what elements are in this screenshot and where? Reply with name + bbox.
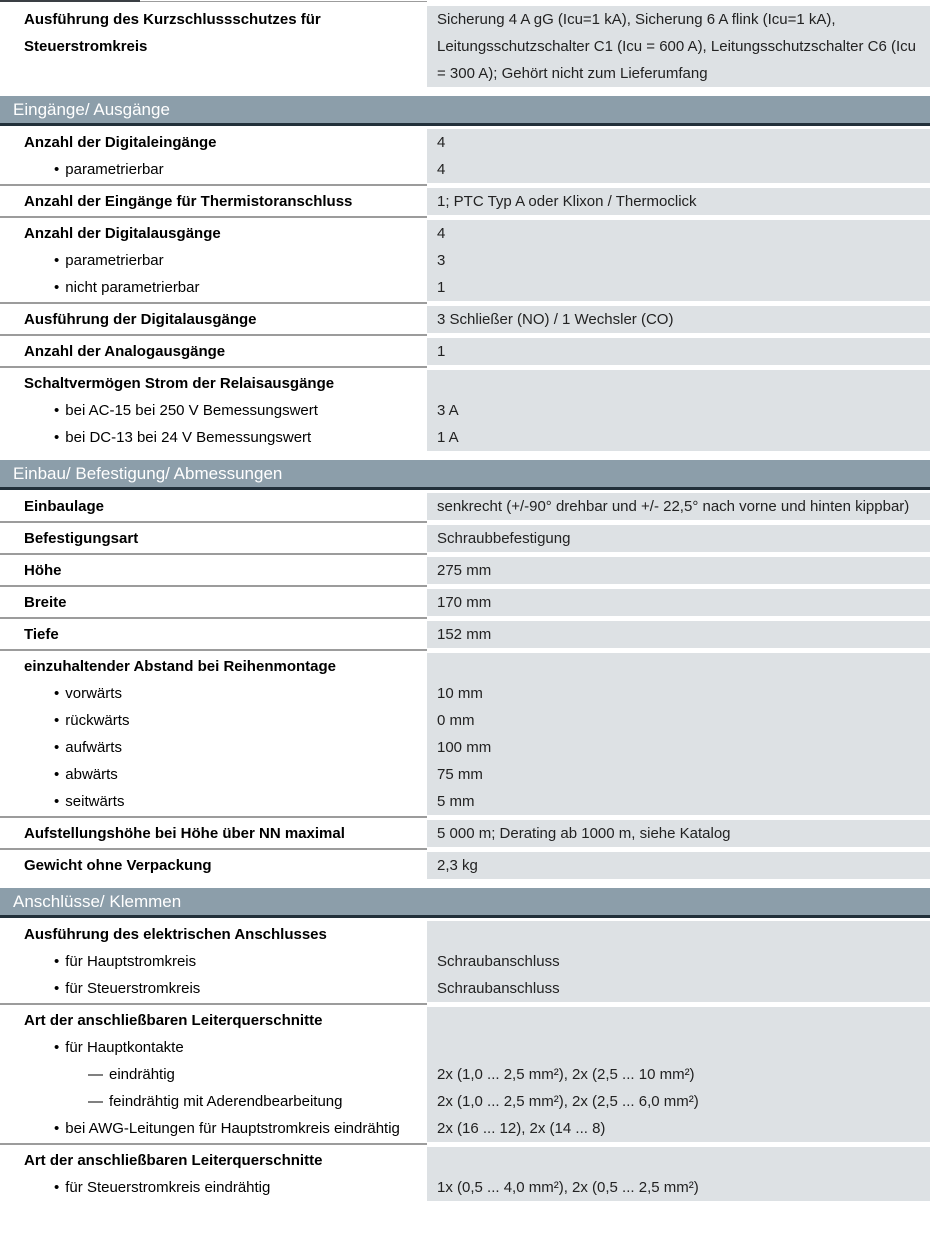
row-value: 1x (0,5 ... 4,0 mm²), 2x (0,5 ... 2,5 mm²) [427, 1174, 930, 1201]
row-value: 2,3 kg [427, 852, 930, 879]
dash-icon: — [88, 1066, 103, 1083]
section-title: Eingänge/ Ausgänge [13, 100, 170, 119]
row-label-text: Art der anschließbaren Leiterquerschnitte [24, 1152, 323, 1169]
bullet-icon: • [54, 1039, 60, 1056]
row-label [0, 761, 427, 788]
row-value [427, 370, 930, 397]
bullet-icon: • [54, 1120, 60, 1137]
table-row [0, 1115, 937, 1142]
spec-group [0, 852, 937, 879]
row-separator [0, 617, 427, 619]
bullet-icon: • [54, 1179, 60, 1196]
spec-group-list [0, 129, 937, 451]
row-label [0, 1061, 427, 1088]
section-header-underline [0, 123, 930, 126]
bullet-icon: • [54, 712, 60, 729]
table-row [0, 1007, 937, 1034]
row-label-text: Schaltvermögen Strom der Relaisausgänge [24, 375, 335, 392]
row-label-text: abwärts [65, 766, 118, 783]
row-label-text: parametrierbar [65, 252, 164, 269]
spec-group [0, 338, 937, 365]
table-row [0, 680, 937, 707]
spec-group [0, 1007, 937, 1142]
row-label-text: Anzahl der Digitalausgänge [24, 225, 221, 242]
row-label [0, 653, 427, 680]
section-header-underline [0, 915, 930, 918]
row-value: 275 mm [427, 557, 930, 584]
row-separator [0, 1003, 427, 1005]
row-label-text: parametrierbar [65, 161, 164, 178]
table-row [0, 734, 937, 761]
row-label-text: Breite [24, 594, 67, 611]
row-value: 3 A [427, 397, 930, 424]
row-label-text: für Steuerstromkreis eindrähtig [65, 1179, 271, 1196]
row-label-text: Tiefe [24, 626, 59, 643]
intro-table [0, 0, 937, 87]
row-label-text: für Hauptkontakte [65, 1039, 184, 1056]
row-value: senkrecht (+/-90° drehbar und +/- 22,5° nach vorne und hinten kippbar) [427, 493, 930, 520]
row-value [427, 653, 930, 680]
row-separator [0, 334, 427, 336]
row-separator [0, 521, 427, 523]
row-label-text: seitwärts [65, 793, 125, 810]
section-header-underline [0, 487, 930, 490]
row-separator [0, 1143, 427, 1145]
table-row [0, 852, 937, 879]
spec-group [0, 621, 937, 648]
bullet-icon: • [54, 161, 60, 178]
row-label [0, 525, 427, 552]
row-label [0, 493, 427, 520]
row-label [0, 129, 427, 156]
table-row [0, 274, 937, 301]
spec-group [0, 188, 937, 215]
row-label [0, 921, 427, 948]
row-value: 1 A [427, 424, 930, 451]
row-separator [0, 649, 427, 651]
row-separator [0, 816, 427, 818]
row-label-text: bei DC-13 bei 24 V Bemessungswert [65, 429, 312, 446]
row-label [0, 975, 427, 1002]
spec-sections [0, 96, 937, 1201]
spec-group [0, 557, 937, 584]
row-value: 3 Schließer (NO) / 1 Wechsler (CO) [427, 306, 930, 333]
table-row [0, 948, 937, 975]
row-label-text: Art der anschließbaren Leiterquerschnitte [24, 1012, 323, 1029]
row-label-text: feindrähtig mit Aderendbearbeitung [109, 1093, 343, 1110]
table-row [0, 1174, 937, 1201]
table-row [0, 306, 937, 333]
bullet-icon: • [54, 953, 60, 970]
row-separator [0, 585, 427, 587]
top-edge-line-dark [0, 0, 140, 2]
bullet-icon: • [54, 739, 60, 756]
section-header [0, 460, 930, 487]
row-label-text: Aufstellungshöhe bei Höhe über NN maximal [24, 825, 345, 842]
row-value: 10 mm [427, 680, 930, 707]
row-label-text: bei AWG-Leitungen für Hauptstromkreis eindrähtig [65, 1120, 400, 1137]
spec-group-list [0, 921, 937, 1201]
bullet-icon: • [54, 793, 60, 810]
row-separator [0, 366, 427, 368]
row-value: 0 mm [427, 707, 930, 734]
table-row [0, 338, 937, 365]
row-value: 152 mm [427, 621, 930, 648]
row-value [427, 1034, 930, 1061]
row-value: Sicherung 4 A gG (Icu=1 kA), Sicherung 6 A flink (Icu=1 kA), Leitungsschutzschalter C1 (Icu = 600 A), Leitungsschutzschalter C6 (Icu = 300 A); Gehört nicht zum Lieferumfang [427, 6, 930, 87]
spec-group [0, 129, 937, 183]
spec-group [0, 1147, 937, 1201]
section-title: Einbau/ Befestigung/ Abmessungen [13, 464, 283, 483]
row-value: 1 [427, 338, 930, 365]
spec-group [0, 493, 937, 520]
row-label-text: einzuhaltender Abstand bei Reihenmontage [24, 658, 336, 675]
table-row [0, 707, 937, 734]
spec-group [0, 820, 937, 847]
section-header [0, 888, 930, 915]
row-label-text: eindrähtig [109, 1066, 175, 1083]
table-row [0, 1088, 937, 1115]
bullet-icon: • [54, 429, 60, 446]
row-label-text: Befestigungsart [24, 530, 139, 547]
bullet-icon: • [54, 980, 60, 997]
table-row [0, 921, 937, 948]
row-value: 2x (1,0 ... 2,5 mm²), 2x (2,5 ... 6,0 mm²) [427, 1088, 930, 1115]
table-row [0, 156, 937, 183]
table-row [0, 557, 937, 584]
row-label [0, 397, 427, 424]
row-value: 1 [427, 274, 930, 301]
row-value [427, 921, 930, 948]
row-label [0, 734, 427, 761]
row-label-text: Höhe [24, 562, 62, 579]
row-value: 75 mm [427, 761, 930, 788]
section-header [0, 96, 930, 123]
table-row [0, 788, 937, 815]
table-row [0, 220, 937, 247]
row-value: Schraubanschluss [427, 948, 930, 975]
table-row [0, 1061, 937, 1088]
spec-group [0, 589, 937, 616]
table-row [0, 493, 937, 520]
row-label-text: Ausführung des Kurzschlussschutzes für Steuerstromkreis [24, 11, 321, 55]
bullet-icon: • [54, 402, 60, 419]
row-value [427, 1007, 930, 1034]
table-row [0, 589, 937, 616]
spec-group [0, 370, 937, 451]
table-row [0, 6, 937, 87]
row-label [0, 1007, 427, 1034]
row-label-text: für Steuerstromkreis [65, 980, 201, 997]
row-label-text: vorwärts [65, 685, 122, 702]
table-row [0, 653, 937, 680]
row-separator [0, 848, 427, 850]
row-label [0, 948, 427, 975]
row-label [0, 156, 427, 183]
row-label [0, 220, 427, 247]
row-label [0, 557, 427, 584]
table-row [0, 975, 937, 1002]
row-value: 100 mm [427, 734, 930, 761]
spec-group [0, 525, 937, 552]
table-row [0, 397, 937, 424]
row-label [0, 338, 427, 365]
row-separator [0, 553, 427, 555]
row-value [427, 1147, 930, 1174]
row-label-text: aufwärts [65, 739, 122, 756]
row-label-text: nicht parametrierbar [65, 279, 200, 296]
row-value: 1; PTC Typ A oder Klixon / Thermoclick [427, 188, 930, 215]
row-value: 5 mm [427, 788, 930, 815]
row-label [0, 680, 427, 707]
row-label [0, 247, 427, 274]
spec-section [0, 888, 937, 1201]
row-label [0, 820, 427, 847]
row-label [0, 6, 427, 87]
row-label [0, 852, 427, 879]
spec-group [0, 220, 937, 301]
bullet-icon: • [54, 279, 60, 296]
table-row [0, 188, 937, 215]
row-value: 5 000 m; Derating ab 1000 m, siehe Katalog [427, 820, 930, 847]
row-label-text: bei AC-15 bei 250 V Bemessungswert [65, 402, 318, 419]
row-label-text: Anzahl der Digitaleingänge [24, 134, 217, 151]
row-label-text: Anzahl der Analogausgänge [24, 343, 226, 360]
row-value: 4 [427, 220, 930, 247]
bullet-icon: • [54, 685, 60, 702]
row-label [0, 274, 427, 301]
row-label [0, 621, 427, 648]
row-label-text: Gewicht ohne Verpackung [24, 857, 212, 874]
row-value: 3 [427, 247, 930, 274]
row-label-text: Einbaulage [24, 498, 105, 515]
row-label [0, 306, 427, 333]
table-row [0, 247, 937, 274]
bullet-icon: • [54, 766, 60, 783]
row-label [0, 188, 427, 215]
row-label [0, 788, 427, 815]
row-value: Schraubanschluss [427, 975, 930, 1002]
row-separator [0, 184, 427, 186]
row-value: 2x (1,0 ... 2,5 mm²), 2x (2,5 ... 10 mm²) [427, 1061, 930, 1088]
table-row [0, 820, 937, 847]
row-label-text: rückwärts [65, 712, 130, 729]
intro-groups [0, 6, 937, 87]
spec-group-list [0, 493, 937, 879]
table-row [0, 621, 937, 648]
row-separator [0, 302, 427, 304]
row-value: 170 mm [427, 589, 930, 616]
row-label [0, 1088, 427, 1115]
table-row [0, 370, 937, 397]
spec-section [0, 460, 937, 879]
spec-group [0, 306, 937, 333]
row-value: 2x (16 ... 12), 2x (14 ... 8) [427, 1115, 930, 1142]
row-separator [0, 216, 427, 218]
row-value: Schraubbefestigung [427, 525, 930, 552]
row-label [0, 1115, 427, 1142]
table-row [0, 1034, 937, 1061]
table-row [0, 1147, 937, 1174]
table-row [0, 525, 937, 552]
row-label [0, 1147, 427, 1174]
table-row [0, 129, 937, 156]
row-label-text: Ausführung der Digitalausgänge [24, 311, 257, 328]
row-label-text: Ausführung des elektrischen Anschlusses [24, 926, 327, 943]
row-label [0, 589, 427, 616]
row-label [0, 1034, 427, 1061]
row-label [0, 707, 427, 734]
row-label [0, 370, 427, 397]
spec-group [0, 653, 937, 815]
section-title: Anschlüsse/ Klemmen [13, 892, 182, 911]
dash-icon: — [88, 1093, 103, 1110]
table-row [0, 761, 937, 788]
row-label-text: Anzahl der Eingänge für Thermistoranschluss [24, 193, 353, 210]
row-value: 4 [427, 156, 930, 183]
table-row [0, 424, 937, 451]
row-label [0, 1174, 427, 1201]
bullet-icon: • [54, 252, 60, 269]
spec-group [0, 6, 937, 87]
row-label-text: für Hauptstromkreis [65, 953, 197, 970]
row-label [0, 424, 427, 451]
spec-group [0, 921, 937, 1002]
row-value: 4 [427, 129, 930, 156]
spec-section [0, 96, 937, 451]
